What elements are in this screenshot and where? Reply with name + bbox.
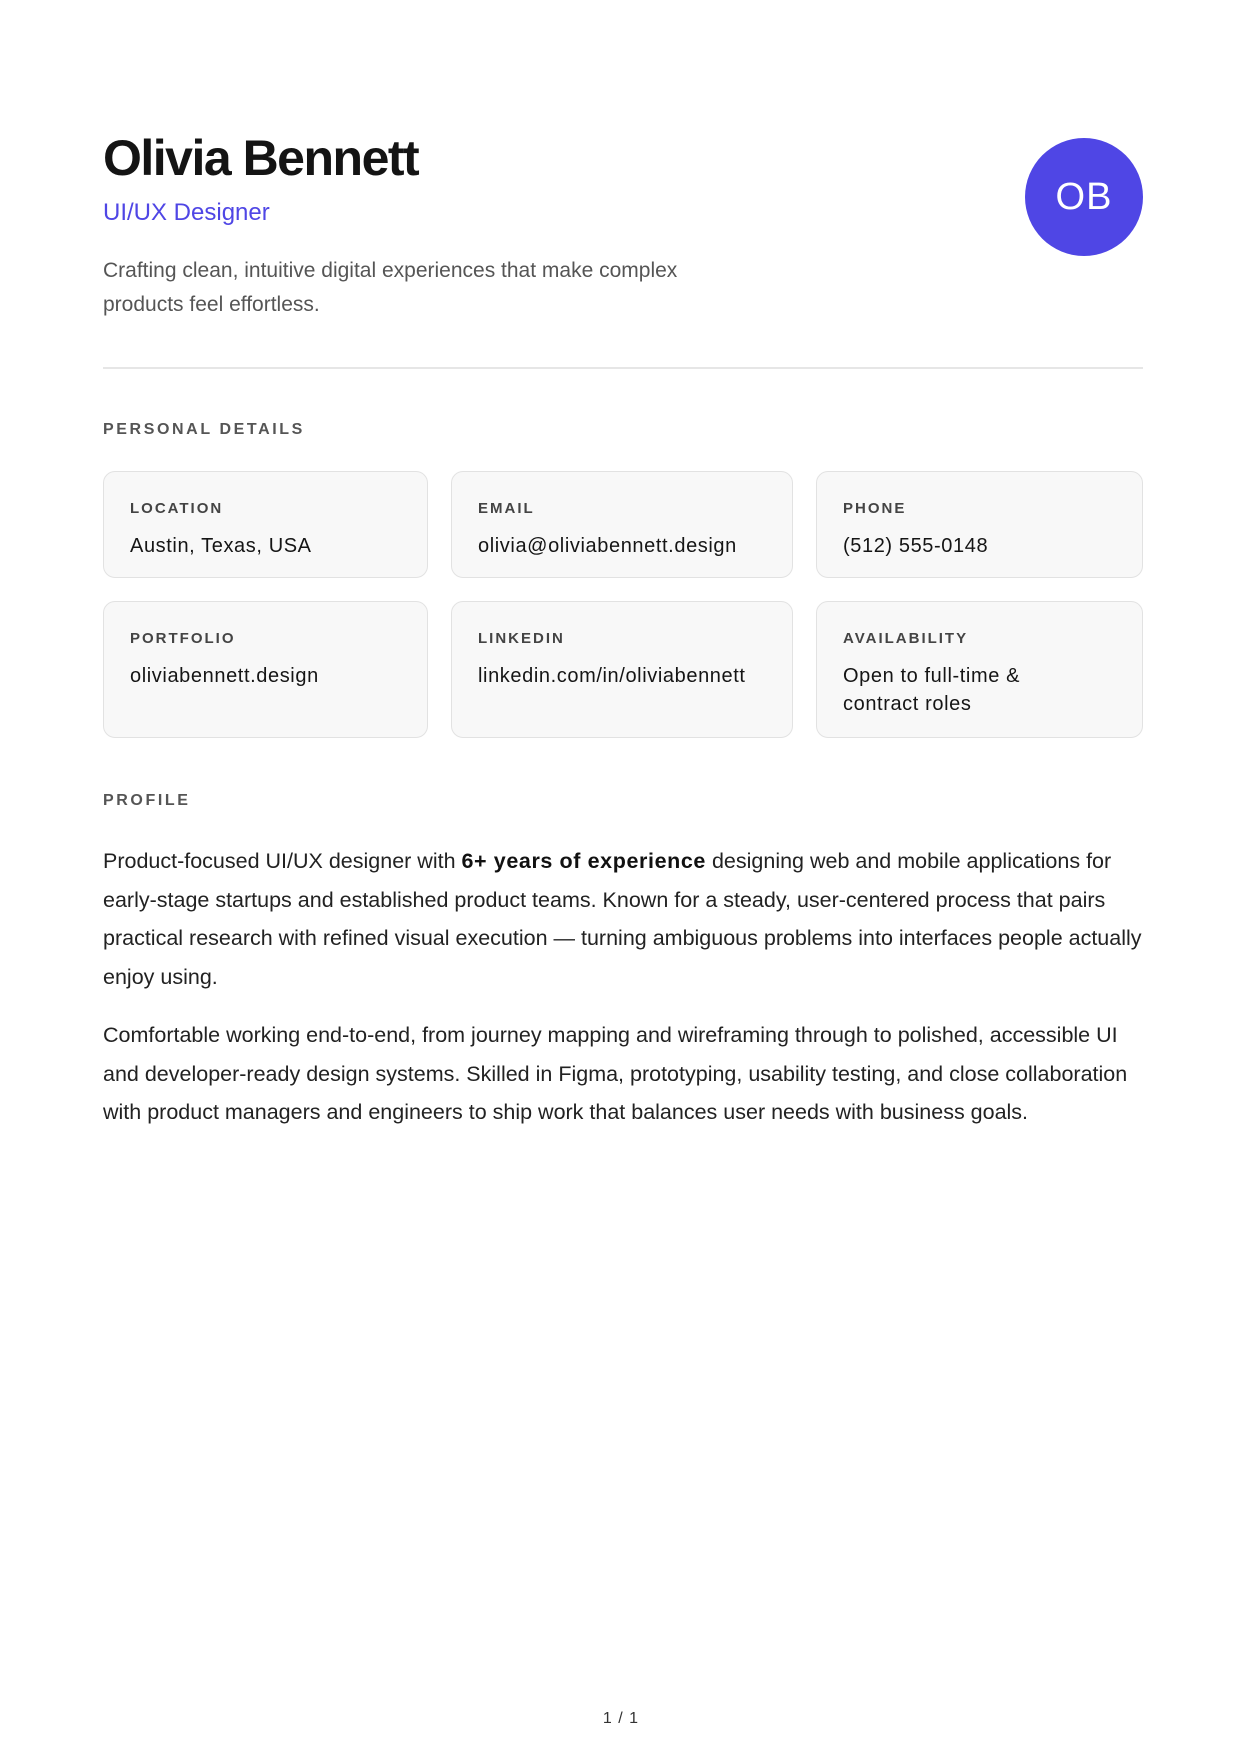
detail-label: AVAILABILITY (843, 630, 969, 647)
detail-value: Austin, Texas, USA (130, 535, 312, 557)
page-number: 1 / 1 (602, 1710, 640, 1727)
detail-label: PHONE (843, 500, 907, 517)
profile-paragraph: Comfortable working end-to-end, from journey mapping and wireframing through to polished, accessible UI and developer-ready design systems. Skilled in Figma, prototyping, usability testing, and close collaboration with product managers and engineers to ship work that balances user needs with business goals. (103, 1023, 1128, 1124)
profile-heading: PROFILE (103, 792, 191, 809)
avatar (1025, 138, 1143, 256)
detail-value[interactable]: oliviabennett.design (130, 665, 319, 687)
detail-label: LINKEDIN (478, 630, 565, 647)
candidate-tagline: Crafting clean, intuitive digital experiences that make complex products feel effortless. (103, 259, 678, 316)
candidate-name: Olivia Bennett (103, 130, 419, 186)
detail-value: (512) 555-0148 (843, 535, 989, 557)
profile-summary (103, 842, 1148, 1152)
detail-card-email (451, 471, 793, 578)
resume-header (103, 128, 1143, 322)
detail-label: LOCATION (130, 500, 224, 517)
detail-value[interactable]: olivia@oliviabennett.design (478, 535, 737, 557)
detail-card-linkedin (451, 601, 793, 738)
detail-value: Open to full-time & contract roles (843, 665, 1021, 715)
detail-card-availability (816, 601, 1143, 738)
detail-card-location (103, 471, 428, 578)
profile-text-run: designing web and mobile applications for early-stage startups and established product teams. Known for a steady, user-centered process that pairs practical research with refined visual execution — turning ambiguous problems into interfaces people actually enjoy using. (103, 849, 1142, 989)
personal-details-heading: PERSONAL DETAILS (103, 421, 305, 438)
profile-paragraph (103, 842, 1148, 996)
detail-card-phone (816, 471, 1143, 578)
detail-label: PORTFOLIO (130, 630, 236, 647)
candidate-role: UI/UX Designer (103, 199, 270, 226)
profile-highlight: 6+ years of experience (461, 849, 706, 873)
profile-text-run: Product-focused UI/UX designer with (103, 849, 462, 873)
detail-card-portfolio (103, 601, 428, 738)
avatar-initials: OB (1055, 175, 1113, 218)
header-divider (103, 367, 1143, 369)
detail-label: EMAIL (478, 500, 535, 517)
detail-value[interactable]: linkedin.com/in/oliviabennett (478, 665, 746, 687)
